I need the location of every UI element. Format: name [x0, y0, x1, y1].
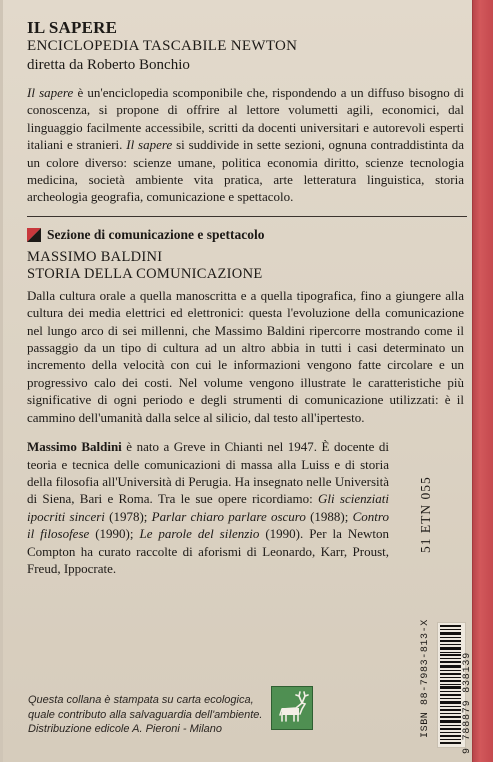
bio-text-2: (1978); [104, 508, 152, 524]
intro-text-1: è un'enciclopedia scomponibile che, rispondendo a un diffuso bisogno di conoscenza, si propone di offrire al lettore volumetti agili, economici, dal linguaggio facilmente accessibile, scritti da docenti universitari e autorevoli esperti italiani e stranieri. [27, 85, 464, 153]
bio-text-3: (1988); [305, 508, 353, 524]
barcode-digits: 9 788879 838139 [462, 651, 473, 754]
intro-series-name-2: Il sapere [126, 137, 173, 153]
series-title: IL SAPERE [27, 18, 118, 37]
isbn-number: ISBN 88-7983-813-X [420, 619, 431, 738]
bio-author-name: Massimo Baldini [27, 439, 122, 455]
divider [27, 216, 467, 217]
footer-line-3: Distribuzione edicole A. Pieroni - Milano [28, 723, 223, 735]
bio-text-1: è nato a Greve in Chianti nel 1947. È docente di teoria e tecnica delle comunicazioni di massa alla Luiss e di storia della filosofia all'Università di Perugia. Ha insegnato nelle Università di Siena, Bari e Roma. Tra le sue opere ricordiamo: [27, 439, 389, 507]
bio-work-4: Le parole del silenzio [139, 526, 260, 542]
bio-work-2: Parlar chiaro parlare oscuro [151, 508, 306, 524]
section-color-mark-icon [27, 228, 41, 242]
page-edge [0, 0, 3, 762]
intro-text-2: si suddivide in sette sezioni, ognuna contraddistinta da un colore diverso: scienze umane, politica economia diritto, scienze tecnologia medicina, società ambiente vita pratica, arte letteratura linguistica, storia archeologia geografia, comunicazione e spettacolo. [27, 137, 464, 205]
cover-text [27, 18, 467, 577]
bio-text-4: (1990); [89, 526, 140, 542]
series-subtitle: ENCICLOPEDIA TASCABILE NEWTON [27, 38, 298, 54]
bio-text-5: (1990). Per la Newton Compton ha curato raccolte di aforismi di Leonardo, Karr, Proust, Freud, Ippocrate. [27, 526, 389, 576]
intro-series-name: Il sapere [27, 85, 74, 100]
barcode-bars [438, 623, 465, 747]
bio-work-3: Contro il filosofese [27, 508, 389, 542]
series-director: diretta da Roberto Bonchio [27, 57, 190, 73]
series-intro [27, 84, 464, 206]
footer-line-2: quale contributo alla salvaguardia dell'ambiente. [28, 708, 263, 721]
footer-line-1: Questa collana è stampata su carta ecologica, [28, 694, 254, 706]
footer-note [28, 693, 268, 737]
bio-work-1: Gli scienziati ipocriti sinceri [27, 491, 389, 524]
book-title: STORIA DELLA COMUNICAZIONE [27, 265, 263, 282]
author-bio [27, 438, 389, 577]
reindeer-logo-icon [271, 686, 313, 730]
section-heading [27, 227, 467, 243]
book-description: Dalla cultura orale a quella manoscritta e a quella tipografica, fino a giungere alla cultura dei media elettrici ed elettronici: questa l'evoluzione della comunicazione nel lungo arco di sei millenni, che Massimo Baldini ripercorre mostrando come il passaggio da un tipo di cultura ad un altro abbia in tutti i casi determinato un incremento della velocità con cui le informazioni vengono fatte circolare e un progressivo calo dei costi. Nel volume vengono illustrate le caratteristiche più significative di ogni periodo e degli strumenti di comunicazione utilizzati: è il cammino dell'umanità dalla selce al silicio, dal testo all'ipertesto. [27, 287, 464, 425]
reindeer-shape [272, 687, 312, 729]
book-author: MASSIMO BALDINI [27, 248, 163, 265]
section-label: Sezione di comunicazione e spettacolo [47, 226, 265, 242]
catalog-code: 51 ETN 055 [418, 476, 433, 553]
